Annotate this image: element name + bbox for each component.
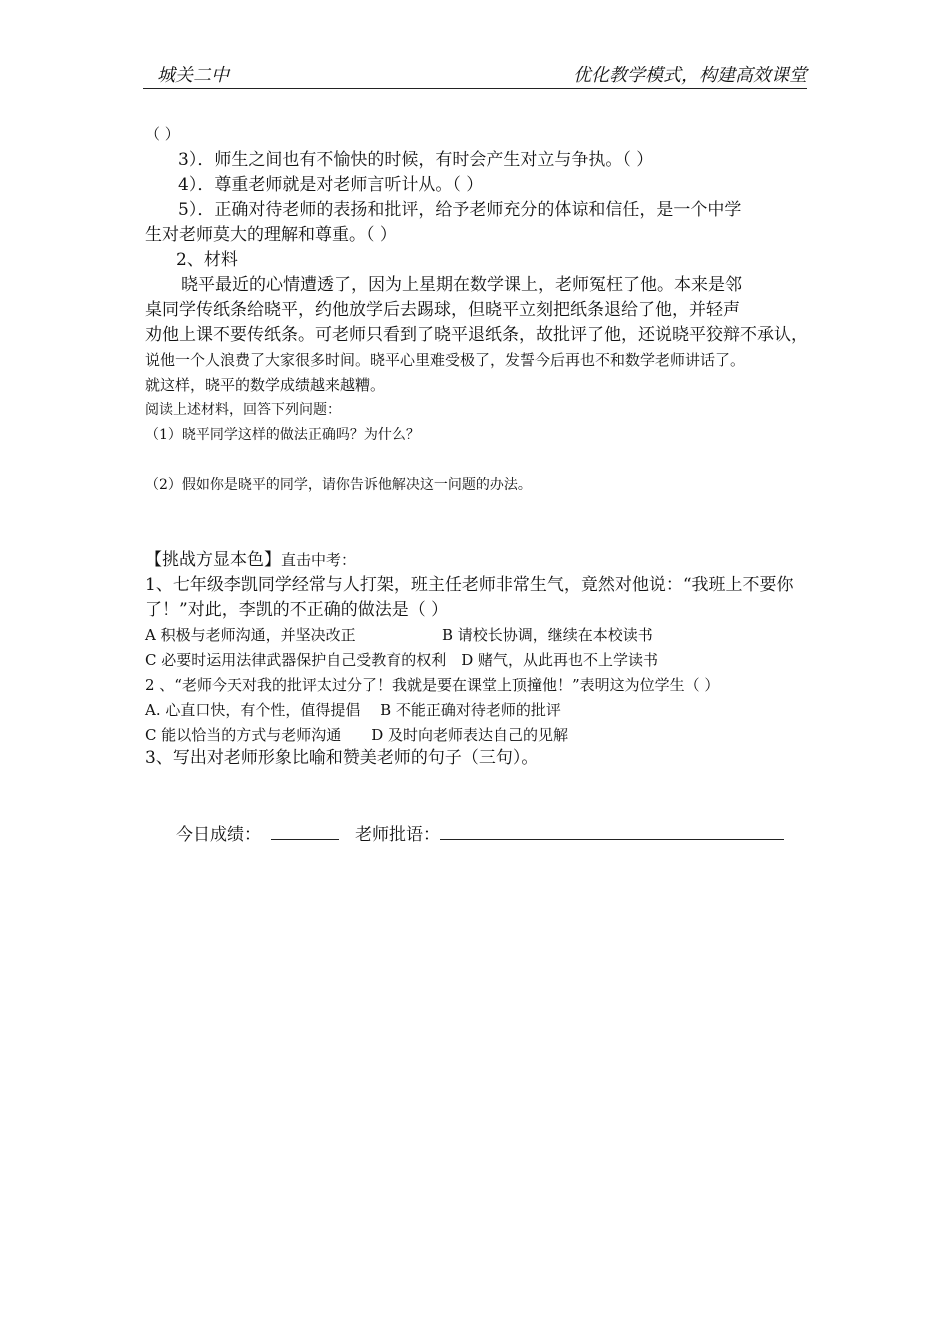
answer-bracket: （ ） <box>145 125 180 143</box>
judgement-item-3: 3）．师生之间也有不愉快的时候，有时会产生对立与争执。（ ） <box>178 150 654 170</box>
question-1: （1）晓平同学这样的做法正确吗？为什么？ <box>145 427 420 443</box>
material-paragraph-line: 桌同学传纸条给晓平，约他放学后去踢球，但晓平立刻把纸条退给了他，并轻声 <box>145 300 740 320</box>
challenge-subtitle: 直击中考： <box>281 551 357 569</box>
material-paragraph-line: 就这样，晓平的数学成绩越来越糟。 <box>145 376 386 394</box>
judgement-item-5: 5）．正确对待老师的表扬和批评，给予老师充分的体谅和信任，是一个中学 <box>178 200 742 220</box>
mc-question-1-cont: 了！”对此，李凯的不正确的做法是（ ） <box>145 600 449 620</box>
comment-label: 老师批语： <box>355 825 440 845</box>
judgement-item-4: 4）．尊重老师就是对老师言听计从。（ ） <box>178 175 484 195</box>
score-line <box>176 823 784 847</box>
section-heading-material: 2、材料 <box>176 250 238 270</box>
judgement-item-5-cont: 生对老师莫大的理解和尊重。（ ） <box>145 225 397 245</box>
comment-blank[interactable] <box>440 823 784 840</box>
challenge-title: 【挑战方显本色】 <box>145 550 281 570</box>
score-label: 今日成绩： <box>176 825 261 845</box>
mc-option-b: B 请校长协调，继续在本校读书 <box>442 626 653 644</box>
mc-question-1: 1、七年级李凯同学经常与人打架，班主任老师非常生气，竟然对他说：“我班上不要你 <box>145 575 794 595</box>
challenge-heading <box>145 548 356 572</box>
question-2: （2）假如你是晓平的同学，请你告诉他解决这一问题的办法。 <box>145 477 532 493</box>
mc-question-2-options-ab: A. 心直口快，有个性，值得提倡 B 不能正确对待老师的批评 <box>145 701 561 719</box>
mc-option-a: A 积极与老师沟通，并坚决改正 <box>145 626 356 644</box>
mc-question-2-options-cd: C 能以恰当的方式与老师沟通 D 及时向老师表达自己的见解 <box>145 726 569 744</box>
page-header <box>143 64 807 89</box>
mc-question-2: 2 、“老师今天对我的批评太过分了！我就是要在课堂上顶撞他！”表明这为位学生（ ） <box>145 676 720 694</box>
material-paragraph-line: 劝他上课不要传纸条。可老师只看到了晓平退纸条，故批评了他，还说晓平狡辩不承认， <box>145 325 808 345</box>
header-school-name: 城关二中 <box>157 65 229 86</box>
mc-options-c-d: C 必要时运用法律武器保护自己受教育的权利 D 赌气，从此再也不上学读书 <box>145 651 659 669</box>
question-instruction: 阅读上述材料，回答下列问题： <box>145 402 341 418</box>
score-blank[interactable] <box>271 823 339 840</box>
material-paragraph-line: 晓平最近的心情遭透了，因为上星期在数学课上，老师冤枉了他。本来是邻 <box>181 275 742 295</box>
question-3: 3、写出对老师形象比喻和赞美老师的句子（三句）。 <box>145 748 539 768</box>
header-slogan: 优化教学模式，构建高效课堂 <box>573 65 807 86</box>
material-paragraph-line: 说他一个人浪费了大家很多时间。晓平心里难受极了，发誓今后再也不和数学老师讲话了。 <box>145 351 746 369</box>
